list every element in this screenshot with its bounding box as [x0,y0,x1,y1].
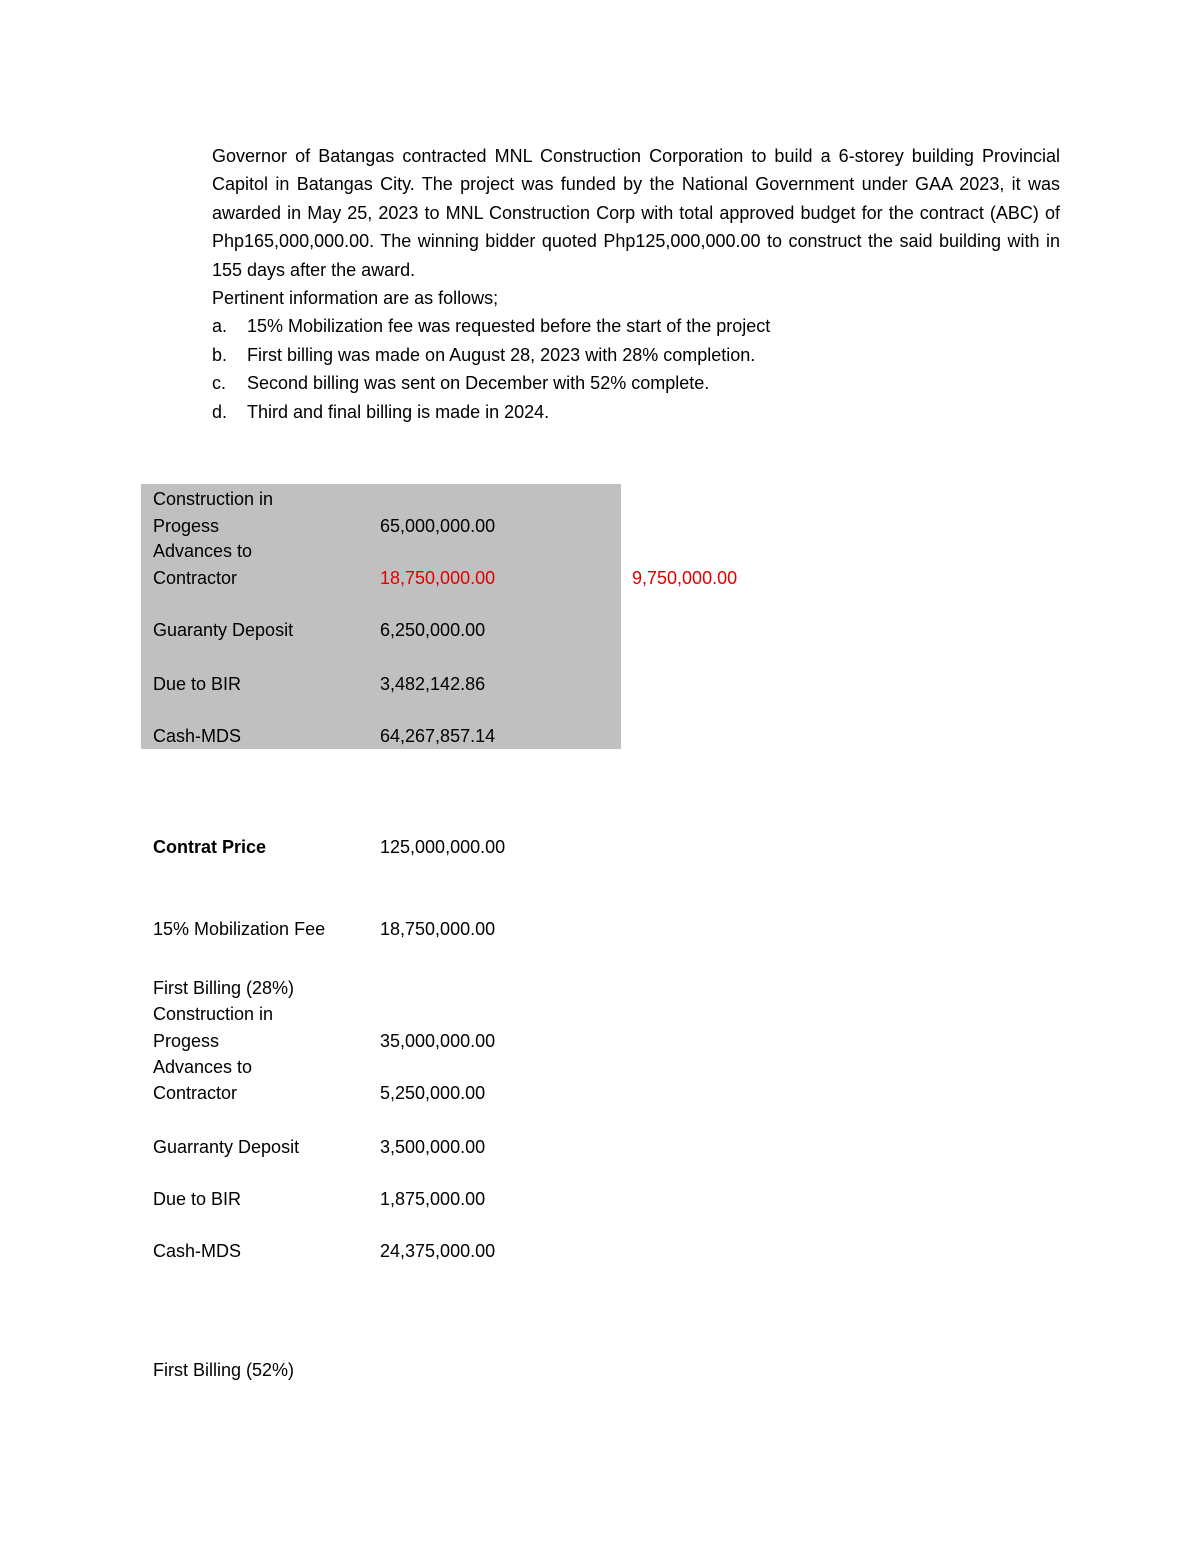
mobilization-value: 18,750,000.00 [380,919,496,939]
list-marker: b. [212,344,228,365]
fb-cip-label-line1: Construction in [153,1004,274,1024]
fb-cash-label: Cash-MDS [153,1241,242,1261]
list-text: Second billing was sent on December with 52% complete. [247,373,710,394]
contract-price-label: Contrat Price [153,837,267,857]
advances-value: 18,750,000.00 [380,568,496,588]
guaranty-value: 6,250,000.00 [380,620,486,640]
list-text: Third and final billing is made in 2024. [247,401,550,422]
fb-cash-value: 24,375,000.00 [380,1241,496,1261]
pertinent-heading: Pertinent information are as follows; [212,288,499,308]
advances-label-line1: Advances to [153,541,253,561]
fb-guaranty-label: Guarranty Deposit [153,1137,300,1157]
mobilization-label: 15% Mobilization Fee [153,919,326,939]
fb-bir-label: Due to BIR [153,1189,242,1209]
cip-value: 65,000,000.00 [380,516,496,536]
fb-advances-value: 5,250,000.00 [380,1083,486,1103]
list-marker: d. [212,401,228,422]
list-marker: a. [212,316,228,336]
advances-side-value: 9,750,000.00 [632,568,738,588]
fb-cip-label-line2: Progess [153,1031,220,1051]
list-marker: c. [212,373,227,394]
fb-guaranty-value: 3,500,000.00 [380,1137,486,1157]
cash-value: 64,267,857.14 [380,726,496,746]
fb-advances-label-line1: Advances to [153,1057,253,1077]
bir-value: 3,482,142.86 [380,674,486,694]
fb-cip-value: 35,000,000.00 [380,1031,496,1051]
cash-label: Cash-MDS [153,726,242,746]
fb-bir-value: 1,875,000.00 [380,1189,486,1209]
bir-label: Due to BIR [153,674,242,694]
contract-price-value: 125,000,000.00 [380,837,506,857]
list-text: 15% Mobilization fee was requested before the start of the project [247,316,771,336]
fb-advances-label-line2: Contractor [153,1083,238,1103]
guaranty-label: Guaranty Deposit [153,620,294,640]
list-text: First billing was made on August 28, 2023 with 28% completion. [247,344,756,365]
problem-statement: Governor of Batangas contracted MNL Construction Corporation to build a 6-storey building Provincial Capitol in Batangas City. The project was funded by the National Government under GAA 2023, it was awarded in May 25, 2023 to MNL Construction Corp with total approved budget for the contract (ABC) of Php165,000,000.00. The winning bidder quoted Php125,000,000.00 to construct the said building with in 155 days after the award. [212,146,1060,280]
advances-label-line2: Contractor [153,568,238,588]
second-billing-heading: First Billing (52%) [153,1360,295,1380]
intro-paragraph [212,142,1060,284]
first-billing-heading: First Billing (28%) [153,978,295,998]
cip-label-line2: Progess [153,516,220,536]
cip-label-line1: Construction in [153,489,274,509]
